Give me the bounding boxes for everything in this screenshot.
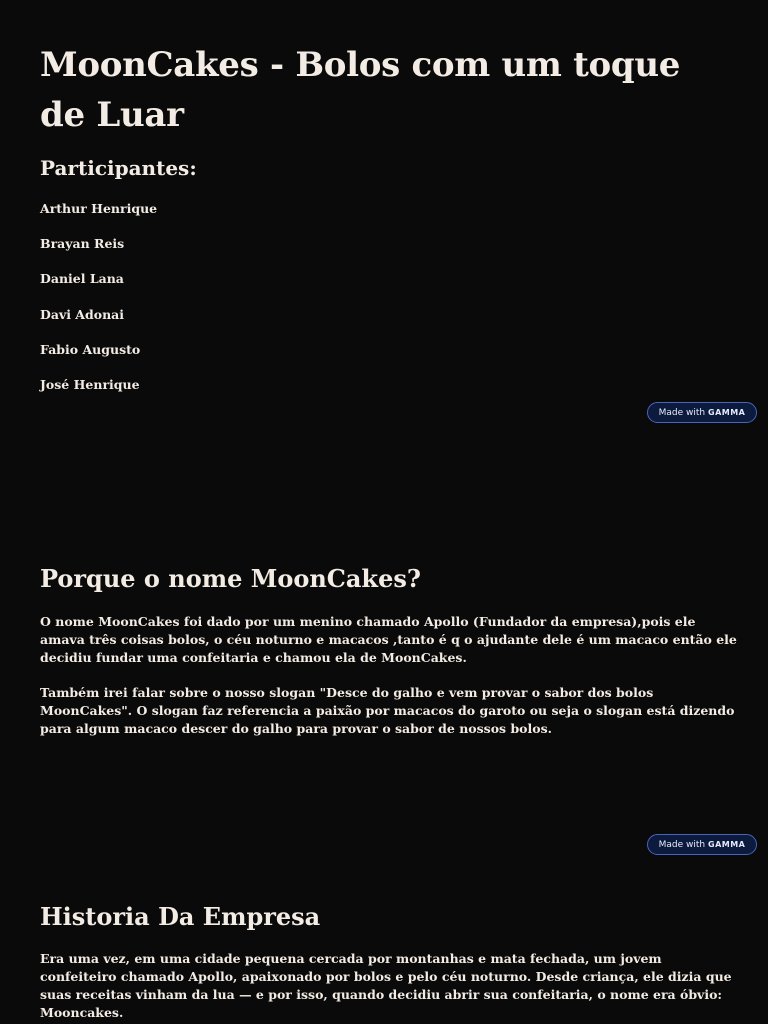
badge-prefix: Made with	[658, 840, 706, 850]
gamma-logo: GAMMA	[708, 408, 746, 417]
list-item: Fabio Augusto	[40, 341, 141, 357]
paragraph: Também irei falar sobre o nosso slogan "Desce do galho e vem provar o sabor dos bolos MoonCakes". O slogan faz referencia a paixão por macacos do garoto ou seja o slogan está dizendo para algum macaco descer do galho para provar o sabor de nossos bolos.	[40, 685, 735, 736]
list-item: Davi Adonai	[40, 306, 125, 322]
slide-name-origin	[0, 430, 768, 862]
page-title: MoonCakes - Bolos com um toque de Luar	[40, 45, 681, 135]
slide-company-history	[0, 862, 768, 1024]
paragraph: O nome MoonCakes foi dado por um menino chamado Apollo (Fundador da empresa),pois ele amava três coisas bolos, o céu noturno e macacos ,tanto é q o ajudante dele é um macaco então ele decidiu fundar uma confeitaria e chamou ela de MoonCakes.	[40, 614, 737, 665]
list-item: Arthur Henrique	[40, 201, 158, 216]
list-item: Daniel Lana	[40, 271, 124, 287]
list-item: José Henrique	[40, 376, 140, 392]
made-with-gamma-badge[interactable]	[647, 402, 757, 423]
section-title: Historia Da Empresa	[40, 902, 321, 931]
gamma-logo: GAMMA	[708, 840, 746, 849]
list-item: Brayan Reis	[40, 236, 125, 252]
section-title: Porque o nome MoonCakes?	[40, 564, 421, 593]
made-with-gamma-badge[interactable]	[647, 834, 757, 855]
slide-title	[0, 0, 768, 430]
participants-heading: Participantes:	[40, 156, 197, 180]
paragraph: Era uma vez, em uma cidade pequena cercada por montanhas e mata fechada, um jovem confeiteiro chamado Apollo, apaixonado por bolos e pelo céu noturno. Desde criança, ele dizia que suas receitas vinham da lua — e por isso, quando decidiu abrir sua confeitaria, o nome era óbvio: Mooncakes.	[40, 951, 732, 1020]
badge-prefix: Made with	[658, 408, 706, 418]
participants-list	[40, 200, 157, 411]
